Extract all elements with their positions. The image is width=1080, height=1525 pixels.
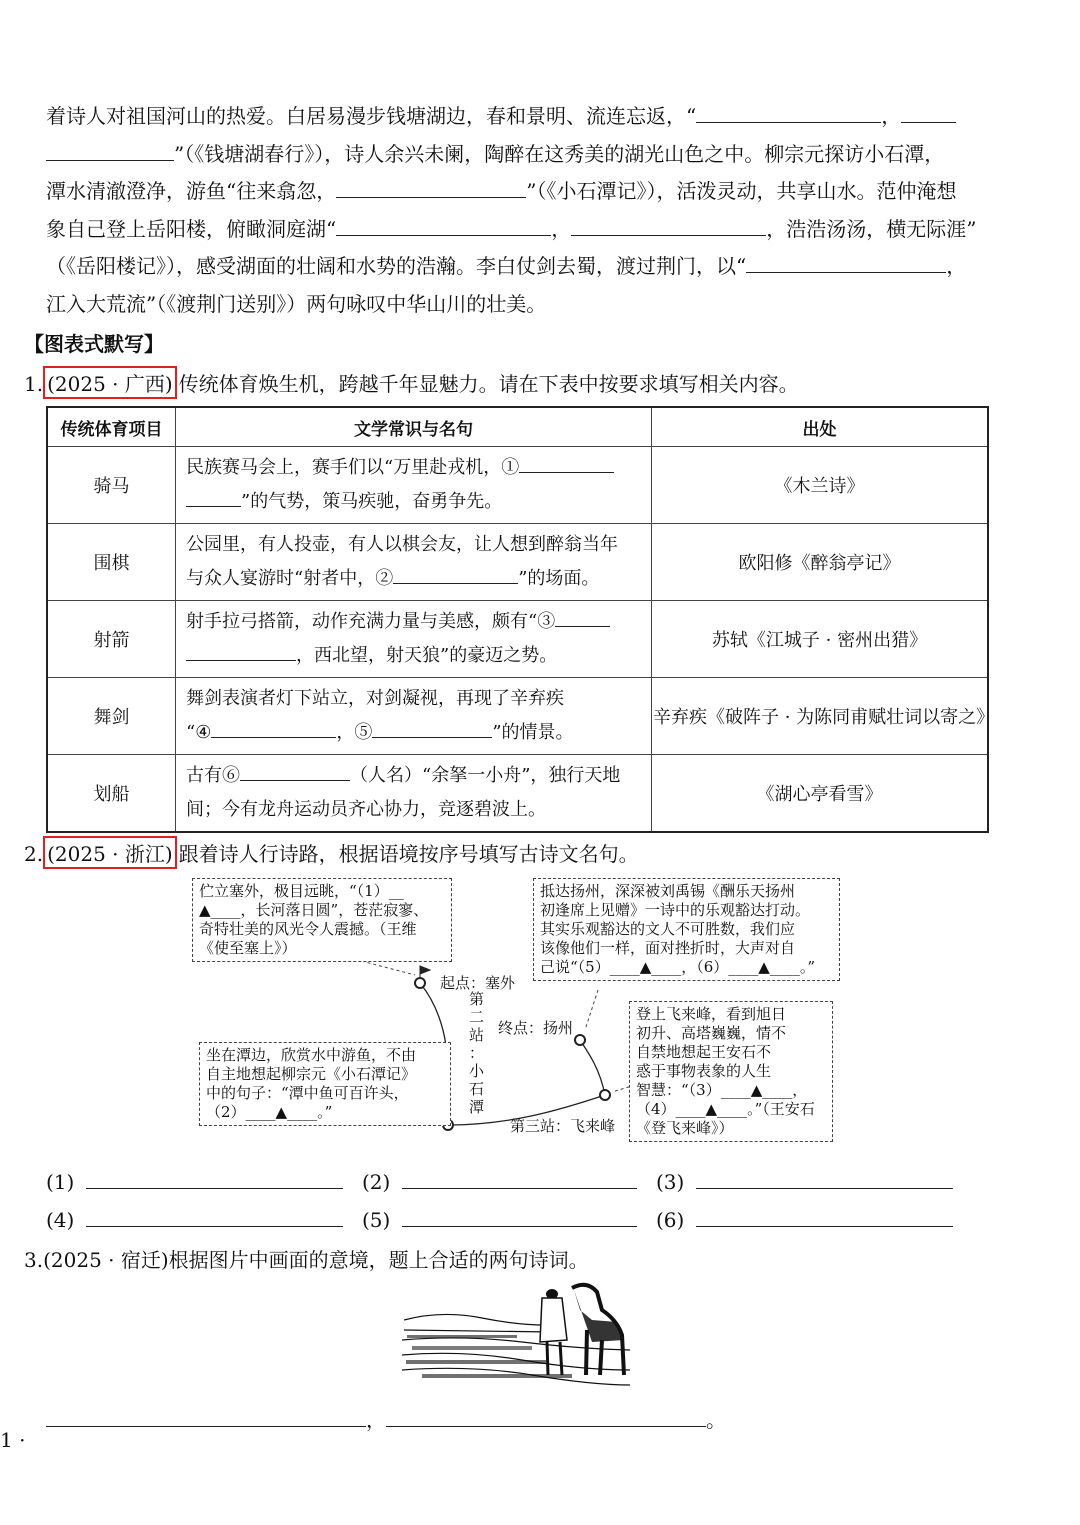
landscape-illustration <box>402 1280 632 1390</box>
section-title: 【图表式默写】 <box>24 332 164 356</box>
table-row: 射箭 射手拉弓搭箭，动作充满力量与美感，颇有“③ ，西北望，射天狼”的豪迈之势。 苏轼《江城子 · 密州出猎》 <box>47 601 988 678</box>
intro-line: （《岳阳楼记》），感受湖面的壮阔和水势的浩瀚。李白仗剑去蜀，渡过荆门，以“ ， <box>46 254 967 278</box>
station-start <box>415 978 425 988</box>
fill-blank[interactable] <box>746 252 946 273</box>
callout-line <box>585 990 598 1030</box>
table-header-row <box>47 407 988 447</box>
station-3 <box>600 1090 610 1100</box>
table-row: 骑马 民族赛马会上，赛手们以“万里赴戎机，① ”的气势，策马疾驰，奋勇争先。 《木兰诗》 <box>47 447 988 524</box>
intro-line: 着诗人对祖国河山的热爱。白居易漫步钱塘湖边，春和景明、流连忘返，“ ， <box>46 98 991 136</box>
answer-input[interactable] <box>696 1168 953 1189</box>
answer-line: (3) <box>656 1168 953 1194</box>
fill-blank[interactable] <box>186 488 241 507</box>
fill-blank[interactable] <box>186 642 296 661</box>
table-row: 舞剑 舞剑表演者灯下站立，对剑凝视，再现了辛弃疾 “④ ，⑤ ”的情景。 辛弃疾《破阵子 · 为陈同甫赋壮词以寄之》 <box>47 678 988 755</box>
answer-input[interactable] <box>386 1406 706 1427</box>
q3-answer: ， 。 <box>46 1404 726 1433</box>
start-label: 起点：塞外 <box>440 974 516 992</box>
answer-line: (4) <box>46 1206 343 1232</box>
intro-paragraph <box>46 98 991 323</box>
callout-box-2: 坐在潭边，欣赏水中游鱼，不由 自主地想起柳宗元《小石潭记》 中的句子：“潭中鱼可百许头， （2）____▲____。” <box>199 1042 451 1126</box>
fill-blank[interactable] <box>336 215 551 236</box>
fill-blank[interactable] <box>571 215 766 236</box>
fill-blank[interactable] <box>519 454 614 473</box>
second-station-label: 第 二 站 ： 小 石 潭 <box>469 990 485 1116</box>
route-path <box>580 1040 605 1095</box>
ground-line <box>404 1330 552 1332</box>
answer-input[interactable] <box>86 1168 343 1189</box>
source-tag: (2025 · 广西) <box>43 366 177 399</box>
answer-input[interactable] <box>696 1206 953 1227</box>
traveler-and-horse <box>540 1285 624 1375</box>
answer-input[interactable] <box>86 1206 343 1227</box>
table-row: 划船 古有⑥ （人名）“余拏一小舟”，独行天地 间；今有龙舟运动员齐心协力，竞逐碧波上。 《湖心亭看雪》 <box>47 755 988 833</box>
fill-blank[interactable] <box>393 565 518 584</box>
horizon-line <box>404 1314 552 1325</box>
intro-line: 江入大荒流”（《渡荆门送别》）两句咏叹中华山川的壮美。 <box>46 291 547 316</box>
fill-blank[interactable] <box>211 719 336 738</box>
source-tag: (2025 · 浙江) <box>43 836 177 869</box>
fill-blank[interactable] <box>46 140 174 161</box>
intro-line: 象自己登上岳阳楼，俯瞰洞庭湖“ ， ，浩浩汤汤，横无际涯” <box>46 216 977 241</box>
header-quote: 文学常识与名句 <box>176 407 652 447</box>
flag-icon <box>420 966 430 978</box>
question-3-header: 3.(2025 · 宿迁)根据图片中画面的意境，题上合适的两句诗词。 <box>24 1244 589 1273</box>
page-marker: 1 · <box>0 1428 26 1452</box>
callout-box-4: 登上飞来峰，看到旭日 初升、高塔巍巍，情不 自禁地想起王安石不 惑于事物表象的人生 智慧：“（3）____▲____， （4）____▲____。”（王安石 《登飞来峰》） <box>629 1001 833 1142</box>
answer-input[interactable] <box>46 1406 366 1427</box>
question-1-header: 1. (2025 · 广西) 传统体育焕生机，跨越千年显魅力。请在下表中按要求填写相关内容。 <box>24 366 799 399</box>
answer-line: (1) <box>46 1168 343 1194</box>
answer-line: (6) <box>656 1206 953 1232</box>
route-map <box>180 870 860 1145</box>
answer-line: (2) <box>362 1168 637 1194</box>
answer-line: (5) <box>362 1206 637 1232</box>
intro-line: ”（《钱塘湖春行》），诗人余兴未阑，陶醉在这秀美的湖光山色之中。柳宗元探访小石潭， <box>46 136 991 174</box>
table-row: 围棋 公园里，有人投壶，有人以棋会友，让人想到醉翁当年 与众人宴游时“射者中，② ”的场面。 欧阳修《醉翁亭记》 <box>47 524 988 601</box>
source-tag: (2025 · 宿迁) <box>43 1248 169 1272</box>
station-end <box>575 1035 585 1045</box>
fill-blank[interactable] <box>372 719 492 738</box>
fill-blank[interactable] <box>901 102 956 123</box>
sports-table <box>46 406 995 833</box>
fill-blank[interactable] <box>336 177 526 198</box>
question-2-header: 2. (2025 · 浙江) 跟着诗人行诗路，根据语境按序号填写古诗文名句。 <box>24 836 639 869</box>
callout-box-3: 抵达扬州，深深被刘禹锡《酬乐天扬州 初逢席上见赠》一诗中的乐观豁达打动。 其实乐观豁达的文人不可胜数，我们应 该像他们一样，面对挫折时，大声对自 己说“（5）____▲____，（6）____▲____。” <box>533 878 840 981</box>
intro-line: 潭水清澈澄净，游鱼“往来翕忽， ”（《小石潭记》），活泼灵动，共享山水。范仲淹想 <box>46 179 957 203</box>
answer-input[interactable] <box>402 1168 637 1189</box>
third-station-label: 第三站：飞来峰 <box>510 1117 616 1135</box>
end-label: 终点：扬州 <box>498 1019 574 1037</box>
header-sport: 传统体育项目 <box>47 407 176 447</box>
fill-blank[interactable] <box>696 102 881 123</box>
fill-blank[interactable] <box>240 762 350 781</box>
callout-box-1: 伫立塞外，极目远眺，“（1）__ ▲____，长河落日圆”，苍茫寂寥、 奇特壮美的风光令人震撼。（王维 《使至塞上》） <box>192 878 452 962</box>
header-source: 出处 <box>652 407 989 447</box>
answer-input[interactable] <box>402 1206 637 1227</box>
fill-blank[interactable] <box>555 608 610 627</box>
